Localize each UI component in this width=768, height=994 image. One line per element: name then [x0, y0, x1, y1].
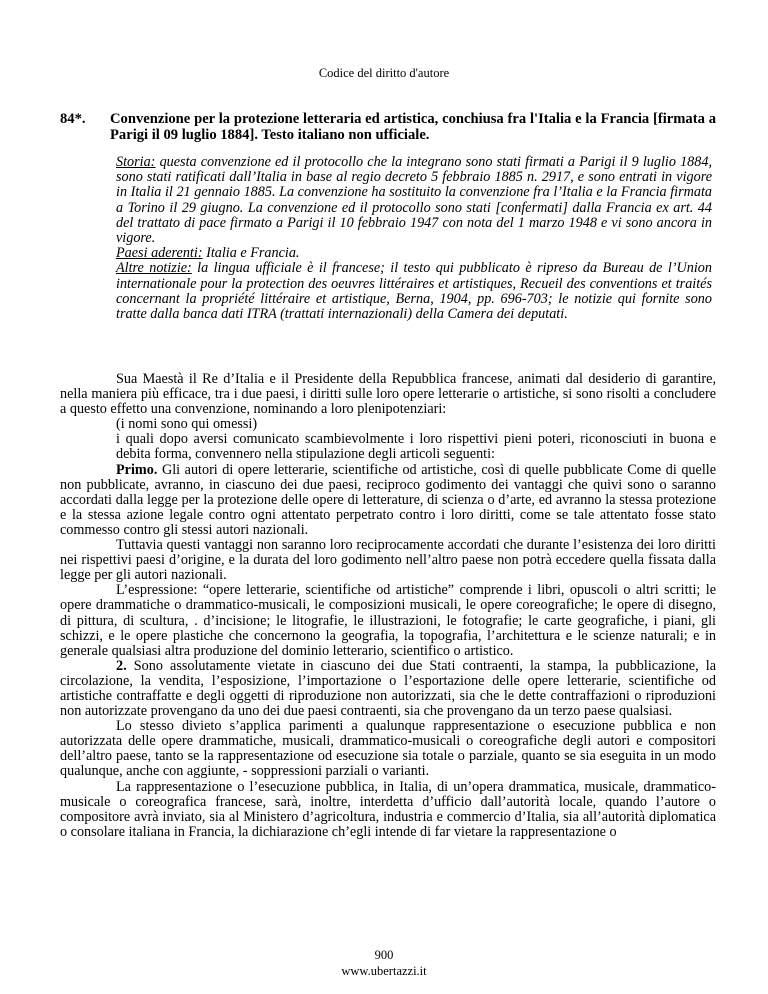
- note-storia: [116, 155, 712, 246]
- note-altre-label: Altre notizie:: [116, 260, 192, 277]
- omitted-names-paragraph: (i nomi sono qui omessi): [116, 416, 258, 433]
- note-storia-text: questa convenzione ed il protocollo che la integrano sono stati firmati a Parigi il 9 luglio 1884, sono stati ratificati dall’Italia in base al regio decreto 5 febbraio 1885 n. 2917, e sono entrati in vigore in Italia il 21 gennaio 1885. La convenzione ha sostituito la convenzione fra l’Italia e la Francia firmata a Torino il 29 giugno. La convenzione ed il protocollo sono stati [confermati] dalla Francia ex art. 44 del trattato di pace firmato a Parigi il 10 febbraio 1947 con nota del 1 marzo 1948 e vi sono ancora in vigore.: [116, 154, 712, 247]
- note-paesi-label: Paesi aderenti:: [116, 245, 203, 262]
- convention-body: [60, 372, 716, 840]
- running-header: Codice del diritto d'autore: [318, 66, 450, 80]
- plenipotentiaries-paragraph: i quali dopo aversi comunicato scambievolmente i loro rispettivi pieni poteri, riconosciuti in buona e debita forma, convennero nella stipulazione degli articoli seguenti:: [116, 431, 716, 463]
- title-text: Convenzione per la protezione letteraria ed artistica, conchiusa fra l'Italia e la Francia [firmata a Parigi il 09 luglio 1884]. Testo italiano non ufficiale.: [110, 111, 716, 143]
- note-paesi-text: Italia e Francia.: [202, 245, 300, 262]
- article-2-paragraph-2: Lo stesso divieto s’applica parimenti a qualunque rappresentazione o esecuzione pubblica e non autorizzata delle opere drammatiche, musicali, drammatico-musicali o coreografiche degli autori e compositori dell’altro paese, tanto se la rappresentazione od esecuzione sia totale o parziale, quanto se sia eseguita in un modo qualunque, anche con aggiunte, - soppressioni parziali o varianti.: [60, 718, 716, 780]
- note-paesi: [116, 246, 712, 261]
- note-altre-text: la lingua ufficiale è il francese; il testo qui pubblicato è ripreso da Bureau de l’Union internationale pour la protection des oeuvres littéraires et artistiques, Recueil des conventions et traités concernant la propriété littéraire et artistique, Berna, 1904, pp. 696-703; le notizie qui fornite sono tratte dalla banca dati ITRA (trattati internazionali) della Camera dei deputati.: [116, 260, 712, 323]
- article-1-label: Primo.: [116, 461, 158, 478]
- note-altre: [116, 261, 712, 322]
- article-2-text: Sono assolutamente vietate in ciascuno dei due Stati contraenti, la stampa, la pubblicazione, la circolazione, la vendita, l’esposizione, l’importazione o l’esportazione delle opere letterarie, scientifiche od artistiche contraffatte e degli oggetti di riproduzione non autorizzati, sia che le dette contraffazioni o riproduzioni non autorizzate provengano da uno dei due paesi contraenti, sia che provengano da un terzo paese qualsiasi.: [60, 657, 716, 720]
- title-number: 84*.: [60, 111, 86, 127]
- document-title: [60, 111, 716, 143]
- article-2-label: 2.: [116, 657, 127, 674]
- page-footer: [0, 947, 768, 979]
- article-2: [60, 659, 716, 719]
- article-1-paragraph-2: Tuttavia questi vantaggi non saranno loro reciprocamente accordati che durante l’esistenza dei loro diritti nei rispettivi paesi d’origine, e la durata del loro godimento nell’altro paese non potrà eccedere quella fissata dalla legge per gli autori nazionali.: [60, 537, 716, 584]
- article-2-paragraph-3: La rappresentazione o l’esecuzione pubblica, in Italia, di un’opera drammatica, musicale, drammatico-musicale o coreografica francese, sarà, inoltre, interdetta d’ufficio dall’autorità locale, quando l’autore o compositore avrà inviato, sia al Ministero d’agricoltura, industria e commercio d’Italia, sia all’autorità diplomatica o consolare italiana in Francia, la dichiarazione ch’egli intende di far vietare la rappresentazione o: [60, 778, 716, 840]
- page-number: 900: [374, 948, 394, 962]
- note-storia-label: Storia:: [116, 154, 156, 170]
- article-1-text: Gli autori di opere letterarie, scientifiche od artistiche, così di quelle pubblicate Come di quelle non pubblicate, avranno, in ciascuno dei due paesi, reciproco godimento dei vantaggi che quivi sono o saranno accordati dalla legge per la protezione delle opere di letterature, di scienza o d’arte, ed avranno la stessa protezione e la stessa azione legale contro ogni attentato perpetrato contro i loro diritti, come se tale attentato fosse stato commesso contro gli stessi autori nazionali.: [60, 461, 716, 538]
- footer-website: www.ubertazzi.it: [341, 964, 427, 978]
- article-1: [60, 463, 716, 538]
- article-1-paragraph-3: L’espressione: “opere letterarie, scientifiche od artistiche” comprende i libri, opuscoli o altri scritti; le opere drammatiche o drammatico-musicali, le composizioni musicali, le opere coreografiche; le opere di disegno, di pittura, di scultura, . d’incisione; le litografie, le illustrazioni, le fotografie; le carte geografiche, i piani, gli schizzi, e le opere plastiche che concernono la geografia, la topografia, l’architettura e le scienze naturali; e in generale qualsiasi altra produzione del dominio letterario, scientifico o artistico.: [60, 582, 716, 659]
- editorial-notes: [116, 155, 712, 322]
- preamble-paragraph: Sua Maestà il Re d’Italia e il Presidente della Repubblica francese, animati dal desiderio di garantire, nella maniera più efficace, tra i due paesi, i diritti sulle loro opere letterarie o artistiche, si sono risolti a concludere a questo effetto una convenzione, nominando a loro plenipotenziari:: [60, 371, 716, 418]
